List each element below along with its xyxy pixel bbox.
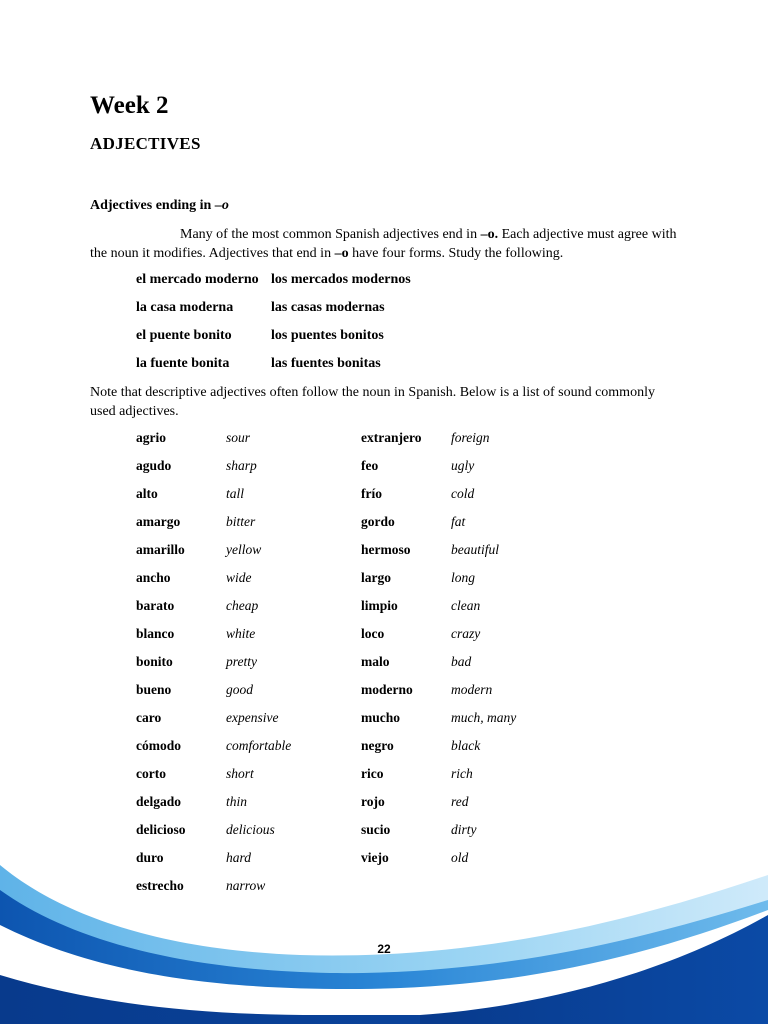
vocab-spanish-word: alto [136,486,158,501]
vocab-spanish-word: frío [361,486,382,501]
example-row [136,272,411,288]
vocab-spanish-word: cómodo [136,738,181,753]
para-text: Many of the most common Spanish adjectives end in [180,227,481,242]
para-bold-ending: –o [334,246,349,261]
example-row [136,356,381,372]
vocab-spanish-word: duro [136,850,164,865]
vocab-spanish-word: ancho [136,570,171,585]
vocab-spanish-word: limpio [361,598,398,613]
example-row [136,328,384,344]
vocab-english-translation: sour [226,430,251,445]
vocab-english-translation: narrow [226,878,266,893]
page-number: 22 [377,942,391,956]
vocab-spanish-word: barato [136,598,175,613]
vocab-english-translation: hard [226,850,252,865]
vocab-english-translation: thin [226,794,248,809]
vocab-english-translation: tall [226,486,245,501]
vocab-english-translation: sharp [226,458,257,473]
vocab-english-translation: bitter [226,514,256,529]
example-plural: los mercados modernos [271,272,411,287]
vocab-english-translation: red [451,794,469,809]
vocab-spanish-word: amarillo [136,542,185,557]
vocab-english-translation: white [226,626,256,641]
example-singular: la fuente bonita [136,356,230,371]
vocab-spanish-word: agudo [136,458,172,473]
vocab-spanish-word: sucio [361,822,391,837]
note-paragraph: Note that descriptive adjectives often follow the noun in Spanish. Below is a list of sound commonly used adjectives. [90,385,655,419]
vocab-english-translation: long [451,570,476,585]
vocab-spanish-word: rico [361,766,384,781]
example-plural: los puentes bonitos [271,328,384,343]
example-row [136,300,385,316]
vocab-spanish-word: delgado [136,794,182,809]
vocab-english-translation: cheap [226,598,259,613]
example-singular: el puente bonito [136,328,232,343]
vocab-english-translation: yellow [226,542,262,557]
vocab-english-translation: good [226,682,253,697]
vocab-spanish-word: extranjero [361,430,422,445]
vocab-english-translation: fat [451,514,466,529]
decorative-wave-footer [0,855,768,1024]
vocab-spanish-word: bueno [136,682,172,697]
vocab-spanish-word: negro [361,738,394,753]
vocab-spanish-word: largo [361,570,391,585]
vocab-spanish-word: caro [136,710,162,725]
example-plural: las casas modernas [271,300,385,315]
subheading-suffix: –o [214,198,229,213]
vocab-english-translation: clean [451,598,481,613]
vocab-spanish-word: rojo [361,794,385,809]
vocab-english-translation: expensive [226,710,279,725]
vocab-spanish-word: hermoso [361,542,411,557]
vocab-english-translation: old [451,850,469,865]
vocab-english-translation: crazy [451,626,481,641]
intro-paragraph [90,225,680,263]
week-title: Week 2 [90,92,169,119]
vocab-english-translation: ugly [451,458,475,473]
vocab-spanish-word: loco [361,626,385,641]
vocab-spanish-word: agrio [136,430,166,445]
example-singular: el mercado moderno [136,272,259,287]
vocab-english-translation: black [451,738,481,753]
section-title: ADJECTIVES [90,134,201,153]
subheading [90,198,229,214]
vocab-english-translation: rich [451,766,473,781]
vocab-english-translation: beautiful [451,542,499,557]
vocab-english-translation: delicious [226,822,275,837]
vocab-spanish-word: malo [361,654,390,669]
vocab-english-translation: short [226,766,254,781]
vocab-english-translation: foreign [451,430,490,445]
vocab-english-translation: wide [226,570,252,585]
vocab-english-translation: pretty [226,654,257,669]
para-text: Each adjective must agree with the noun it modifies. Adjectives that end in [90,227,677,261]
vocab-spanish-word: amargo [136,514,181,529]
vocab-english-translation: comfortable [226,738,292,753]
vocab-spanish-word: blanco [136,626,175,641]
vocab-english-translation: cold [451,486,475,501]
vocab-spanish-word: estrecho [136,878,184,893]
vocab-spanish-word: corto [136,766,166,781]
vocab-english-translation: dirty [451,822,477,837]
para-bold-ending: –o. [480,227,499,242]
vocab-spanish-word: bonito [136,654,173,669]
vocab-spanish-word: moderno [361,682,413,697]
vocab-spanish-word: delicioso [136,822,186,837]
example-singular: la casa moderna [136,300,234,315]
vocab-english-translation: bad [451,654,472,669]
vocab-spanish-word: mucho [361,710,401,725]
vocab-spanish-word: gordo [361,514,395,529]
example-plural: las fuentes bonitas [271,356,381,371]
subheading-text: Adjectives ending in [90,198,215,213]
vocab-spanish-word: viejo [361,850,389,865]
vocab-spanish-word: feo [361,458,379,473]
para-text: have four forms. Study the following. [348,246,564,261]
vocab-english-translation: modern [451,682,493,697]
vocab-english-translation: much, many [451,710,517,725]
